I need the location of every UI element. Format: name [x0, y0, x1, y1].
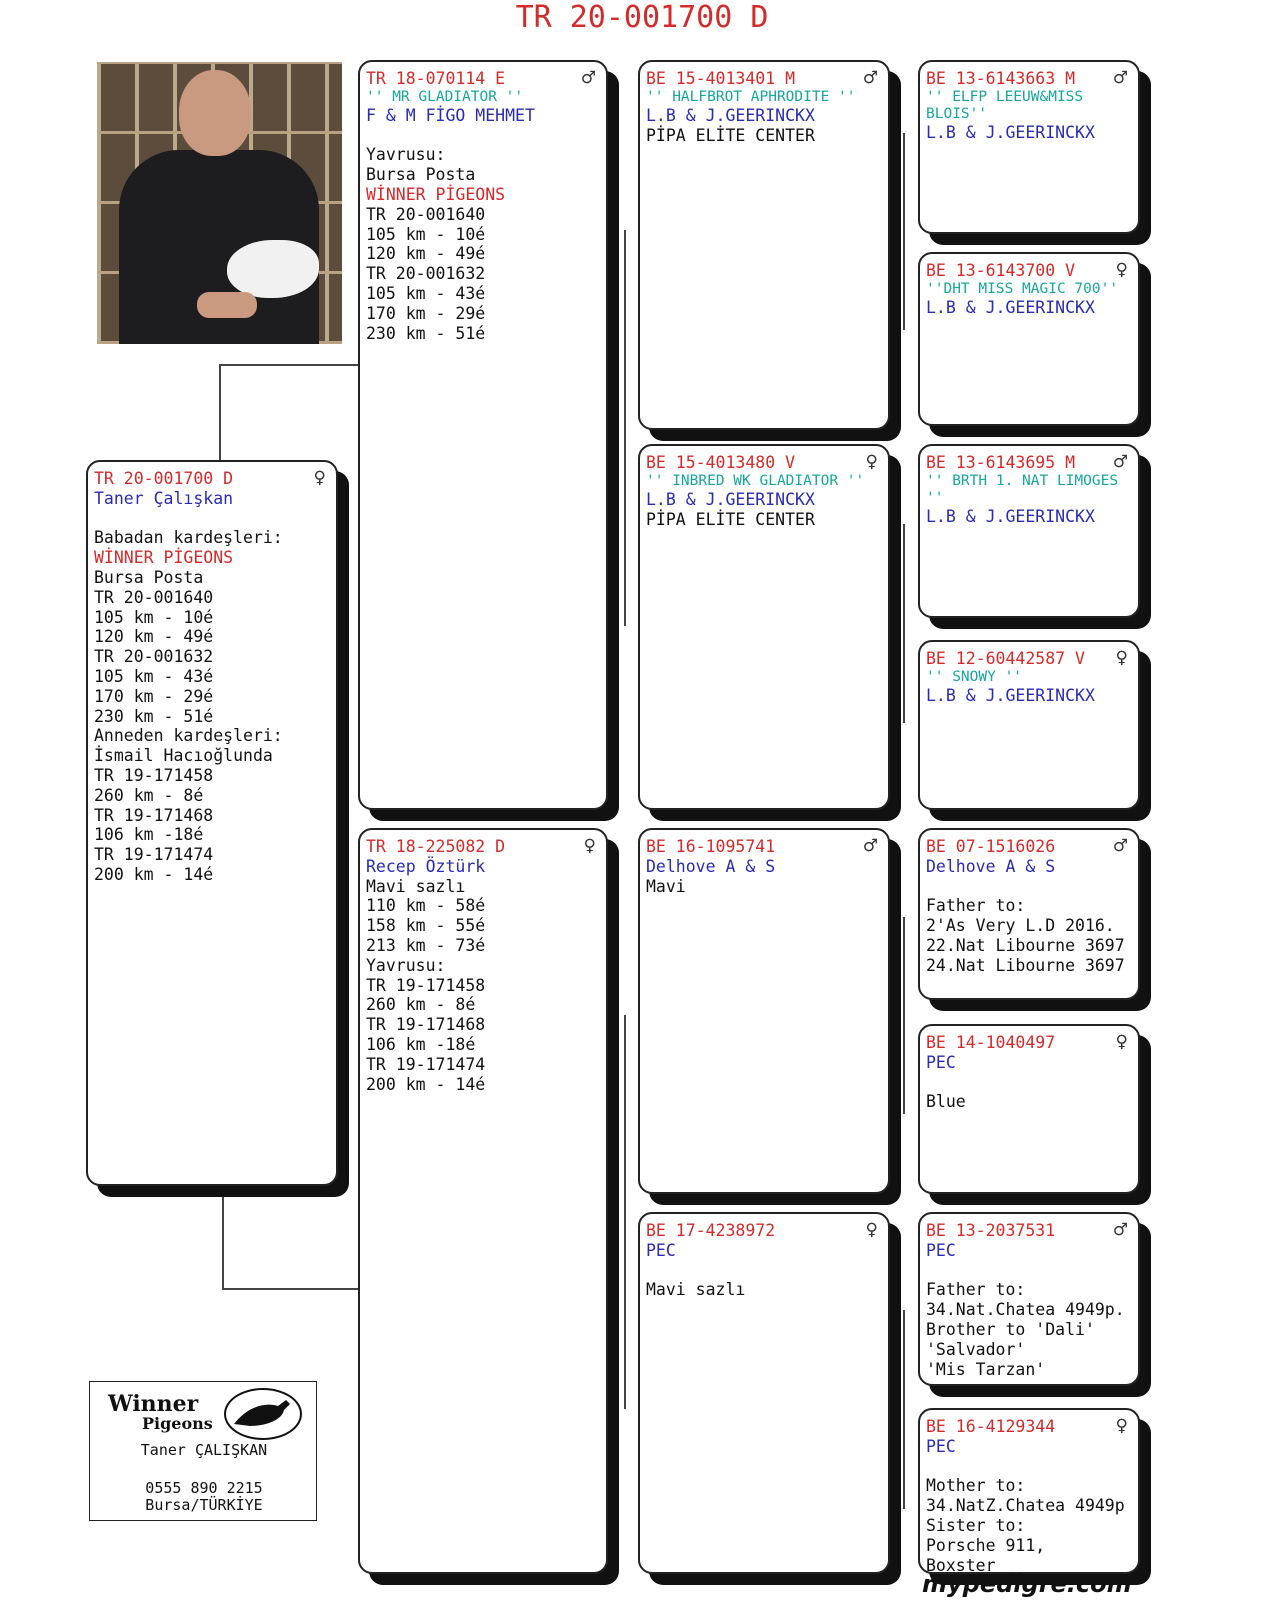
female-icon: ♀ [865, 1220, 878, 1240]
note-line: 158 km - 55é [366, 916, 486, 936]
note-line: TR 20-001632 [366, 264, 486, 284]
great-grandparent-card[interactable] [918, 252, 1140, 426]
ring: BE 16-1095741 [646, 837, 776, 856]
note-line: 110 km - 58é [366, 896, 486, 916]
note-line: İsmail Hacıoğlunda [94, 746, 273, 766]
logo-city: Bursa/TÜRKİYE [145, 1496, 263, 1514]
ring: BE 16-4129344 [926, 1417, 1056, 1436]
owner: Delhove A & S [646, 856, 776, 876]
female-icon: ♀ [1115, 260, 1128, 280]
ring: BE 13-2037531 [926, 1221, 1056, 1240]
grandparent-card[interactable] [638, 60, 890, 430]
owner: PEC [926, 1436, 956, 1456]
note-line: Father to: [926, 1280, 1026, 1300]
logo-owner-name: Taner ÇALIŞKAN [140, 1441, 268, 1459]
pigeon-icon [227, 240, 319, 298]
pigeon-name: '' ELFP LEEUW&MISS BLOIS'' [926, 88, 1084, 122]
great-grandparent-card[interactable] [918, 1212, 1140, 1386]
pigeon-name: '' SNOWY '' [926, 668, 1023, 685]
note-line: 34.NatZ.Chatea 4949p [926, 1496, 1125, 1516]
ring: BE 15-4013401 M [646, 69, 796, 88]
note-line: 120 km - 49é [366, 244, 486, 264]
great-grandparent-card[interactable] [918, 828, 1140, 1000]
pigeon-name: '' HALFBROT APHRODITE '' [646, 88, 856, 105]
note-line: 230 km - 51é [94, 706, 214, 726]
logo-brand: Winner [108, 1391, 199, 1417]
note-line [926, 877, 1132, 897]
breeder-logo-box [89, 1381, 317, 1521]
note-line: 24.Nat Libourne 3697 [926, 955, 1125, 975]
note-line: 213 km - 73é [366, 935, 486, 955]
female-icon: ♀ [1115, 1032, 1128, 1052]
note-line: 170 km - 29é [366, 303, 486, 323]
ring: BE 07-1516026 [926, 837, 1056, 856]
note-line: Brother to 'Dali' [926, 1319, 1095, 1339]
note-line [94, 509, 330, 529]
female-icon: ♀ [583, 836, 596, 856]
pigeon-logo-icon [224, 1388, 302, 1440]
note-line: 106 km -18é [94, 825, 204, 845]
female-icon: ♀ [865, 452, 878, 472]
great-grandparent-card[interactable] [918, 640, 1140, 810]
note-line: 200 km - 14é [94, 864, 214, 884]
female-icon: ♀ [1115, 648, 1128, 668]
male-icon: ♂ [862, 836, 878, 856]
note-line: 260 km - 8é [366, 995, 476, 1015]
note-line: Anneden kardeşleri: [94, 726, 283, 746]
great-grandparent-card[interactable] [918, 444, 1140, 618]
note-line: 105 km - 43é [94, 666, 214, 686]
note-line: Mavi sazlı [646, 1280, 746, 1300]
sire-card[interactable] [358, 60, 608, 810]
note-line: 170 km - 29é [94, 686, 214, 706]
ring: BE 13-6143695 M [926, 453, 1076, 472]
sire-highlight: WİNNER PİGEONS [366, 184, 506, 204]
ring: BE 13-6143663 M [926, 69, 1076, 88]
note-line: TR 19-171474 [94, 845, 214, 865]
male-icon: ♂ [1112, 836, 1128, 856]
great-grandparent-card[interactable] [918, 1408, 1140, 1574]
note-line: 200 km - 14é [366, 1074, 486, 1094]
sire-ring: TR 18-070114 E [366, 69, 506, 88]
note-line: 34.Nat.Chatea 4949p. [926, 1300, 1125, 1320]
note-line: Blue [926, 1092, 966, 1112]
owner: PEC [646, 1240, 676, 1260]
note-line: 260 km - 8é [94, 785, 204, 805]
dam-card[interactable] [358, 828, 608, 1574]
note-line: TR 19-171458 [366, 975, 486, 995]
great-grandparent-card[interactable] [918, 1024, 1140, 1194]
pedigree-title: TR 20-001700 D [515, 0, 769, 35]
note-line [926, 1073, 1132, 1093]
note-line: PİPA ELİTE CENTER [646, 509, 815, 529]
male-icon: ♂ [1112, 68, 1128, 88]
note-line [926, 1457, 1132, 1477]
note-line: 106 km -18é [366, 1034, 476, 1054]
sire-owner: F & M FİGO MEHMET [366, 105, 535, 125]
ring: BE 12-60442587 V [926, 649, 1085, 668]
note-line: Porsche 911, [926, 1535, 1046, 1555]
note-line: Boxster [926, 1555, 996, 1574]
grandparent-card[interactable] [638, 1212, 890, 1574]
owner: L.B & J.GEERINCKX [926, 506, 1095, 526]
subject-owner: Taner Çalışkan [94, 488, 234, 508]
owner: L.B & J.GEERINCKX [646, 105, 815, 125]
subject-highlight: WİNNER PİGEONS [94, 548, 234, 568]
logo-brand-sub: Pigeons [142, 1414, 213, 1433]
note-line: Bursa Posta [94, 567, 204, 587]
note-line: Babadan kardeşleri: [94, 528, 283, 548]
note-line: Yavrusu: [366, 955, 446, 975]
owner: PEC [926, 1052, 956, 1072]
grandparent-card[interactable] [638, 828, 890, 1194]
footer-watermark: mypedigre.com [922, 1570, 1132, 1598]
note-line: 120 km - 49é [94, 627, 214, 647]
pigeon-name: '' INBRED WK GLADIATOR '' [646, 472, 865, 489]
pigeon-name: ''DHT MISS MAGIC 700'' [926, 280, 1119, 297]
note-line: Mother to: [926, 1476, 1026, 1496]
owner-photo [97, 62, 342, 344]
note-line: TR 19-171474 [366, 1054, 486, 1074]
note-line: Bursa Posta [366, 165, 476, 185]
male-icon: ♂ [1112, 452, 1128, 472]
male-icon: ♂ [1112, 1220, 1128, 1240]
note-line: Mavi sazlı [366, 876, 466, 896]
ring: BE 14-1040497 [926, 1033, 1056, 1052]
note-line: Sister to: [926, 1515, 1026, 1535]
female-icon: ♀ [313, 468, 326, 488]
owner: PEC [926, 1240, 956, 1260]
ring: BE 17-4238972 [646, 1221, 776, 1240]
note-line: TR 19-171468 [94, 805, 214, 825]
ring: BE 15-4013480 V [646, 453, 796, 472]
note-line [646, 1261, 882, 1281]
ring: BE 13-6143700 V [926, 261, 1076, 280]
owner: L.B & J.GEERINCKX [926, 297, 1095, 317]
note-line: 2'As Very L.D 2016. [926, 916, 1115, 936]
note-line: TR 19-171458 [94, 765, 214, 785]
note-line: TR 20-001632 [94, 647, 214, 667]
note-line: Mavi [646, 876, 686, 896]
note-line: 230 km - 51é [366, 323, 486, 343]
owner: L.B & J.GEERINCKX [926, 122, 1095, 142]
note-line: 22.Nat Libourne 3697 [926, 935, 1125, 955]
owner: L.B & J.GEERINCKX [646, 489, 815, 509]
sire-name: '' MR GLADIATOR '' [366, 88, 524, 105]
logo-phone: 0555 890 2215 [145, 1479, 263, 1497]
owner: Delhove A & S [926, 856, 1056, 876]
note-line: TR 20-001640 [94, 587, 214, 607]
note-line: TR 19-171468 [366, 1015, 486, 1035]
note-line: Father to: [926, 896, 1026, 916]
note-line: Yavrusu: [366, 145, 446, 165]
note-line: 105 km - 43é [366, 283, 486, 303]
dam-ring: TR 18-225082 D [366, 837, 506, 856]
note-line: PİPA ELİTE CENTER [646, 125, 815, 145]
note-line: 105 km - 10é [94, 607, 214, 627]
note-line: TR 20-001640 [366, 204, 486, 224]
note-line: 'Mis Tarzan' [926, 1359, 1046, 1379]
note-line [926, 1261, 1132, 1281]
male-icon: ♂ [862, 68, 878, 88]
note-line [366, 126, 600, 146]
subject-ring: TR 20-001700 D [94, 469, 234, 488]
female-icon: ♀ [1115, 1416, 1128, 1436]
subject-card[interactable] [86, 460, 338, 1186]
owner: L.B & J.GEERINCKX [926, 685, 1095, 705]
dam-owner: Recep Öztürk [366, 856, 486, 876]
note-line: 'Salvador' [926, 1339, 1026, 1359]
great-grandparent-card[interactable] [918, 60, 1140, 234]
pigeon-name: '' BRTH 1. NAT LIMOGES '' [926, 472, 1119, 506]
male-icon: ♂ [580, 68, 596, 88]
grandparent-card[interactable] [638, 444, 890, 810]
note-line: 105 km - 10é [366, 224, 486, 244]
